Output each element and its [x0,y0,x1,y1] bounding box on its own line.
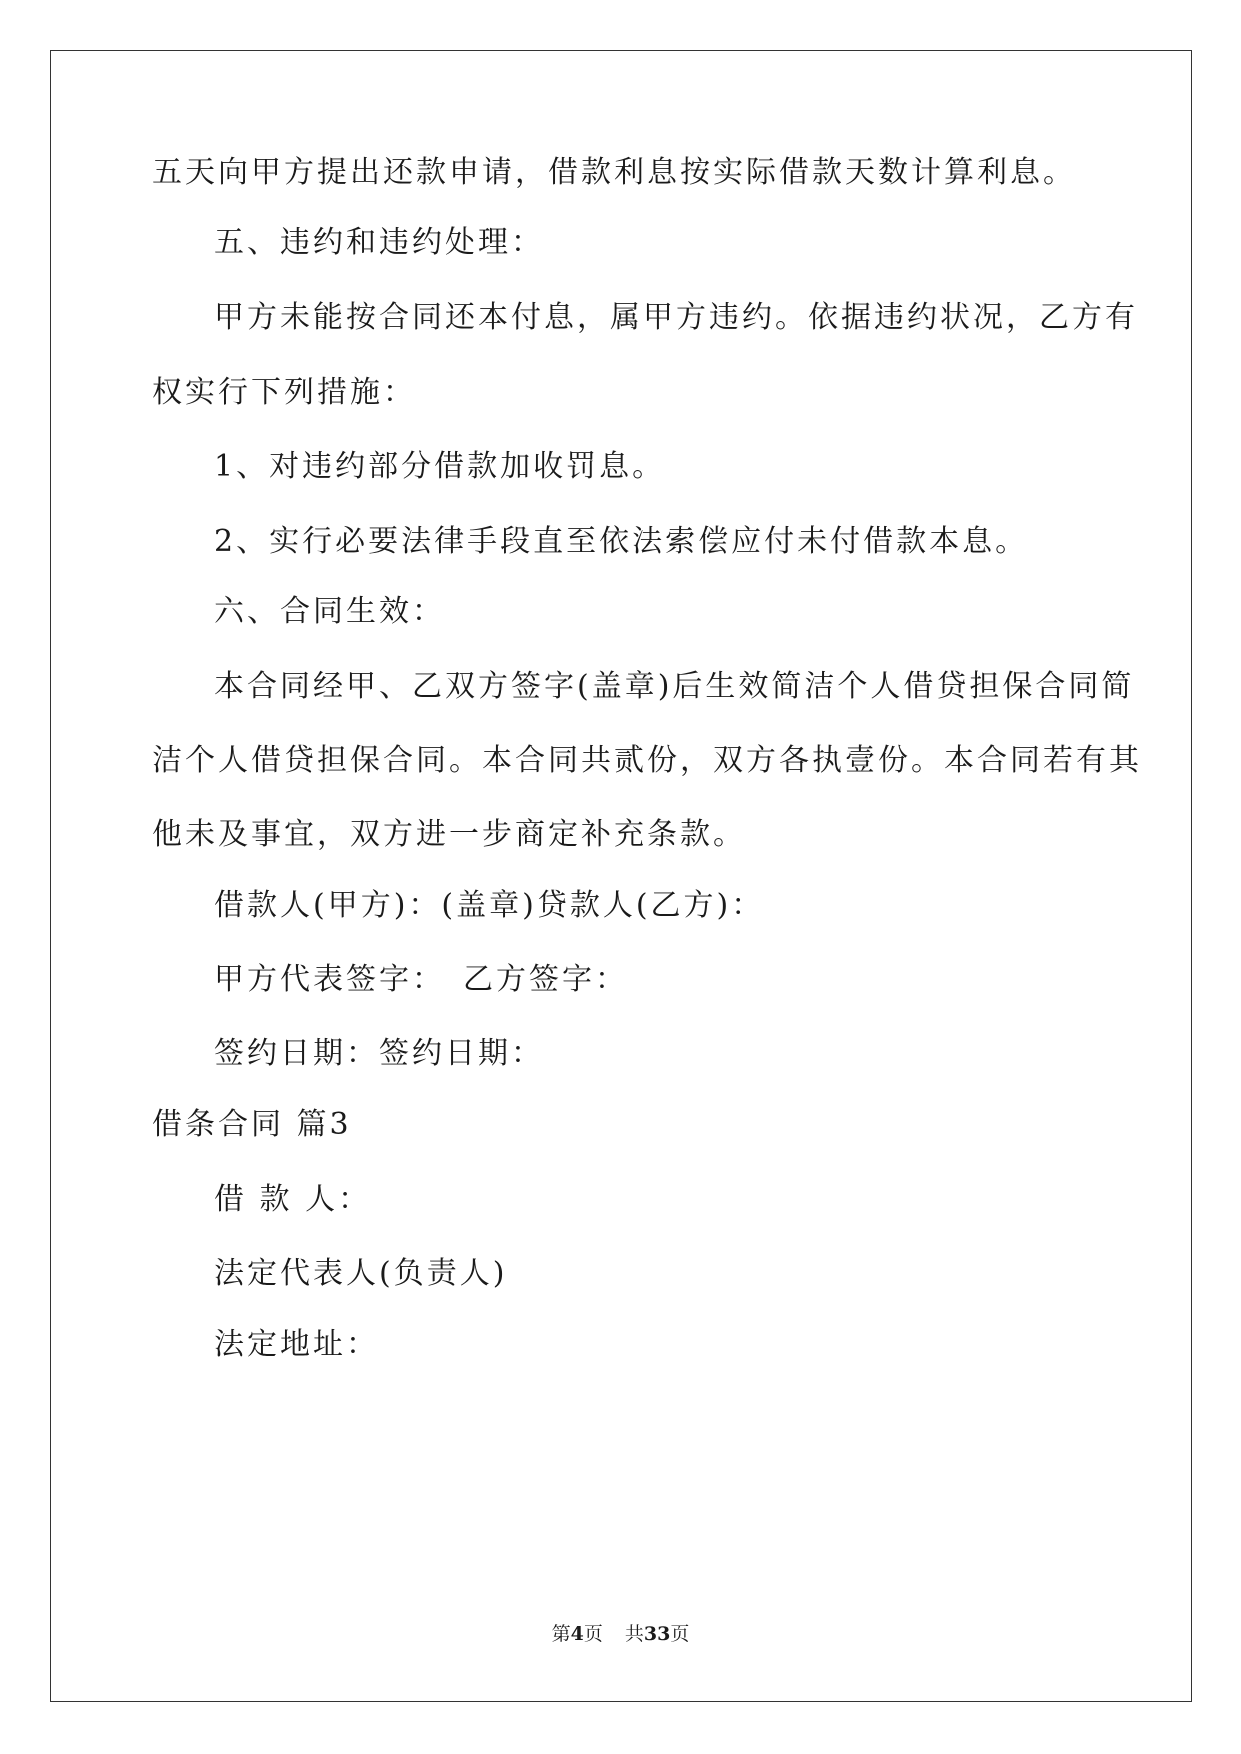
list-item-1: 1、对违约部分借款加收罚息。 [214,449,666,484]
footer-total-pages: 33 [643,1623,671,1645]
signature-dates: 签约日期：签约日期： [214,1036,544,1071]
body-line-1: 五天向甲方提出还款申请，借款利息按实际借款天数计算利息。 [152,155,1076,190]
footer-prefix: 第 [551,1623,571,1645]
body-line-3: 甲方未能按合同还本付息，属甲方违约。依据违约状况，乙方有 [214,300,1138,335]
body-line-8: 本合同经甲、乙双方签字(盖章)后生效简洁个人借贷担保合同简 [214,669,1135,704]
footer-page-suffix: 页 [583,1623,603,1645]
field-legal-address: 法定地址： [214,1327,379,1362]
footer-total-prefix: 共 [624,1623,644,1645]
section-heading-breach: 五、违约和违约处理： [214,225,544,260]
list-item-2: 2、实行必要法律手段直至依法索偿应付未付借款本息。 [214,524,1029,559]
signature-representatives: 甲方代表签字： 乙方签字： [214,962,628,997]
section-title-part-3: 借条合同 篇3 [152,1107,352,1142]
section-heading-effect: 六、合同生效： [214,594,445,629]
body-line-9: 洁个人借贷担保合同。本合同共贰份，双方各执壹份。本合同若有其 [152,743,1142,778]
body-line-4: 权实行下列措施： [152,375,416,410]
footer-page-number: 4 [570,1623,584,1645]
page-footer [0,1622,1241,1646]
field-legal-representative: 法定代表人(负责人) [214,1256,508,1291]
footer-total-suffix: 页 [670,1623,690,1645]
signature-parties: 借款人(甲方)：(盖章)贷款人(乙方)： [214,888,765,923]
body-line-10: 他未及事宜，双方进一步商定补充条款。 [152,817,746,852]
field-borrower: 借 款 人： [214,1182,372,1217]
